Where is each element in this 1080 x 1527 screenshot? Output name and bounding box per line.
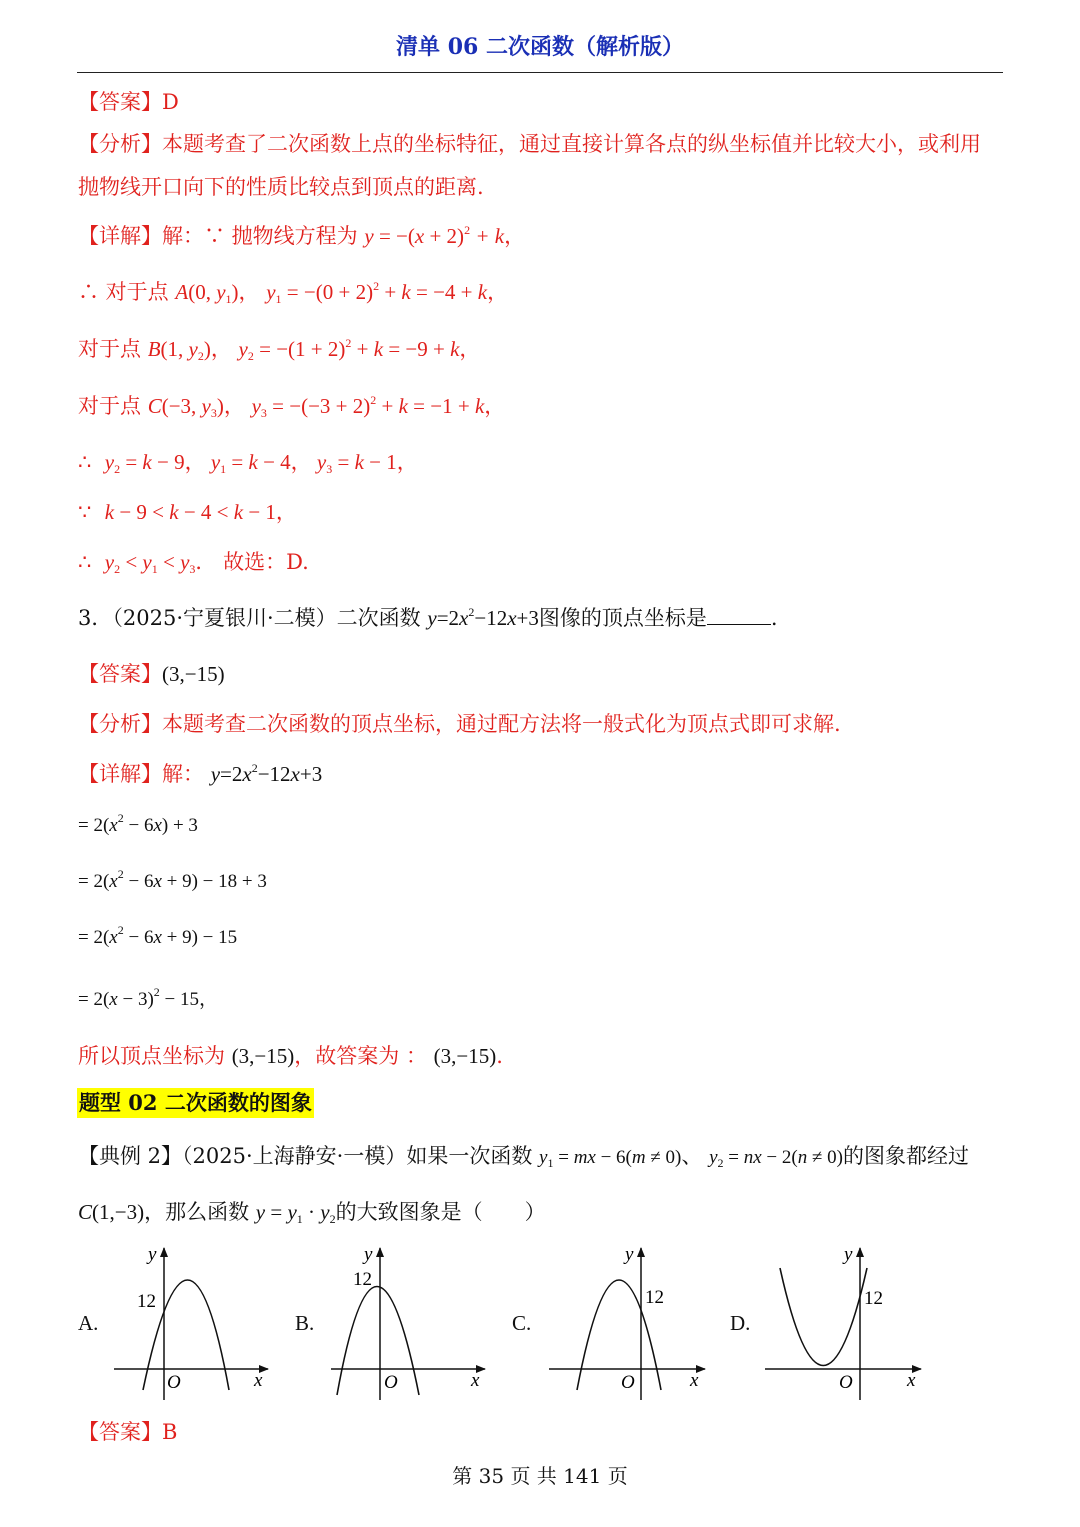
y-intercept-label: 12 xyxy=(864,1288,883,1309)
y-axis-label: y xyxy=(844,1244,853,1265)
function-y2: $y_2$ = nx − 2(n ≠ 0) xyxy=(709,1147,843,1170)
function-y1: $y_1$ = mx − 6(m ≠ 0) xyxy=(539,1147,682,1170)
question-source: （2025·宁夏银川·二模）二次函数 xyxy=(112,606,421,630)
step-4: = $2(x - 3)^2 - 15$， xyxy=(78,985,218,1010)
option-a-label[interactable]: A. xyxy=(78,1311,99,1335)
q2-point-c: 对于点 C(−3, $y_3$)， $y_3 = -(-3 + 2)^2 + k = -1 + k$， xyxy=(78,393,506,420)
q3-question: 3．（2025·宁夏银川·二模）二次函数 $y=2x^2-12x+3$图像的顶点坐标是 . xyxy=(78,605,778,630)
detail-intro: 解： xyxy=(162,762,204,786)
answer-label: 【答案】 xyxy=(78,90,162,114)
option-d-label[interactable]: D. xyxy=(730,1311,751,1335)
origin-label: O xyxy=(384,1372,398,1393)
option-b-label[interactable]: B. xyxy=(295,1311,315,1335)
x-axis-label: x xyxy=(254,1370,263,1391)
x-axis-label: x xyxy=(690,1370,699,1391)
y-axis-label: y xyxy=(148,1244,157,1265)
y-axis-label: y xyxy=(364,1244,373,1265)
answer-value: D xyxy=(162,90,179,114)
example2-answer xyxy=(78,1416,177,1446)
y-inequality: $y_2 < y_1 < y_3$． xyxy=(104,550,217,576)
therefore-symbol: ∴ xyxy=(78,450,92,474)
q3-detail xyxy=(78,758,322,788)
answer-blank xyxy=(707,606,771,625)
answer-label: 【答案】 xyxy=(78,1420,162,1444)
point-c-math: C(−3, $y_3$) xyxy=(147,394,224,420)
y-axis-label: y xyxy=(625,1244,634,1265)
conclusion-text: 故选：D. xyxy=(223,550,309,574)
q3-analysis xyxy=(78,708,841,738)
point-a-prefix: ∴ 对于点 xyxy=(78,280,169,304)
k-inequality: k − 9 < k − 4 < k − 1， xyxy=(104,500,297,524)
point-b-prefix: 对于点 xyxy=(78,337,141,361)
final-value: (3,−15) xyxy=(433,1044,497,1068)
graph-b[interactable] xyxy=(331,1244,485,1400)
q2-analysis-line1 xyxy=(78,128,981,158)
final-text-b: ，故答案为 ： xyxy=(294,1044,427,1068)
q2-compare-line xyxy=(78,496,297,526)
question-tail: 图像的顶点坐标是 xyxy=(538,606,707,630)
y-intercept-label: 12 xyxy=(137,1291,156,1312)
q2-detail-line: 【详解】解：∵ 抛物线方程为 $y = -(x + 2)^2 + k$， xyxy=(78,223,526,248)
point-c: C(1,−3) xyxy=(78,1200,145,1224)
q2-values-line xyxy=(78,446,418,476)
graph-d[interactable] xyxy=(765,1244,921,1400)
step-1: = $2(x^2 - 6x) + 3$ xyxy=(78,811,198,836)
example2-line1 xyxy=(78,1140,969,1170)
origin-label: O xyxy=(839,1372,853,1393)
example2-line2 xyxy=(78,1196,546,1226)
parabola-curve xyxy=(780,1268,867,1366)
page-footer: 第 35 页 共 141 页 xyxy=(452,1464,628,1488)
step-3: = $2(x^2 - 6x + 9) - 15$ xyxy=(78,923,238,948)
q2-point-a: ∴ 对于点 A(0, $y_1$)， $y_1 = -(0 + 2)^2 + k = -4 + k$， xyxy=(78,279,509,306)
x-axis-label: x xyxy=(471,1370,480,1391)
header-divider xyxy=(77,72,1003,73)
point-a-math: A(0, $y_1$) xyxy=(175,280,239,306)
detail-label: 【详解】 xyxy=(78,224,162,248)
example-label: 【典例 2】 xyxy=(78,1144,183,1168)
example-source: （2025·上海静安·一模）如果一次函数 xyxy=(182,1144,533,1168)
therefore-symbol: ∴ xyxy=(78,550,92,574)
y3-calc: $y_3 = -(-3 + 2)^2 + k = -1 + k$ xyxy=(251,393,485,420)
mid-text: 、 xyxy=(681,1144,703,1168)
q2-conclusion-line xyxy=(78,546,309,576)
q3-function: $y=2x^2-12x+3$ xyxy=(427,605,539,630)
line2-tail: 的大致图象是（ ） xyxy=(335,1200,546,1224)
answer-value: B xyxy=(162,1420,178,1444)
q2-answer xyxy=(78,86,179,116)
point-b-math: B(1, $y_2$) xyxy=(147,337,211,363)
y-intercept-label: 12 xyxy=(353,1269,372,1290)
product-function: $y = y_1 \cdot y_2$ xyxy=(255,1200,336,1226)
analysis-text: 本题考查二次函数的顶点坐标，通过配方法将一般式化为顶点式即可求解. xyxy=(162,712,841,736)
q2-analysis-line2: 抛物线开口向下的性质比较点到顶点的距离. xyxy=(78,175,484,199)
tail-text: 的图象都经过 xyxy=(842,1144,969,1168)
section-header: 题型 02 二次函数的图象 xyxy=(77,1088,314,1118)
answer-value: (3,−15) xyxy=(162,662,225,686)
answer-label: 【答案】 xyxy=(78,662,162,686)
parabola-equation: $y = -(x + 2)^2 + k$ xyxy=(364,223,505,248)
q3-final: 所以顶点坐标为 (3,−15)，故答案为 ： (3,−15). xyxy=(78,1044,503,1068)
option-c-label[interactable]: C. xyxy=(512,1311,532,1335)
detail-label: 【详解】 xyxy=(78,762,162,786)
analysis-label: 【分析】 xyxy=(78,132,162,156)
option-graphs xyxy=(0,1240,1080,1400)
y-values: $y_2 = k - 9$， $y_1 = k - 4$， $y_3 = k - 1$， xyxy=(104,450,418,476)
q3-answer xyxy=(78,658,225,688)
graph-c[interactable] xyxy=(549,1244,705,1400)
page-title: 清单 06 二次函数（解析版） xyxy=(396,34,684,60)
x-axis-label: x xyxy=(907,1370,916,1391)
because-symbol: ∵ xyxy=(78,500,92,524)
step-2: = $2(x^2 - 6x + 9) - 18 + 3$ xyxy=(78,867,267,892)
y2-calc: $y_2 = -(1 + 2)^2 + k = -9 + k$ xyxy=(238,336,460,363)
analysis-text: 本题考查了二次函数上点的坐标特征，通过直接计算各点的纵坐标值并比较大小，或利用 xyxy=(162,132,981,156)
final-vertex: (3,−15) xyxy=(231,1044,295,1068)
parabola-curve xyxy=(337,1287,419,1396)
y1-calc: $y_1 = -(0 + 2)^2 + k = -4 + k$ xyxy=(266,279,488,306)
q2-point-b: 对于点 B(1, $y_2$)， $y_2 = -(1 + 2)^2 + k = -9 + k$， xyxy=(78,336,481,363)
analysis-label: 【分析】 xyxy=(78,712,162,736)
y-intercept-label: 12 xyxy=(645,1287,664,1308)
graph-a[interactable] xyxy=(114,1244,268,1400)
question-number: 3． xyxy=(78,606,113,630)
origin-label: O xyxy=(167,1372,181,1393)
point-c-prefix: 对于点 xyxy=(78,394,148,418)
line2-text: ，那么函数 xyxy=(144,1200,250,1224)
final-text-a: 所以顶点坐标为 xyxy=(78,1044,225,1068)
detail-intro: 解：∵ 抛物线方程为 xyxy=(162,224,358,248)
q3-function-repeat: $y=2x^2-12x+3$ xyxy=(210,761,323,786)
origin-label: O xyxy=(621,1372,635,1393)
